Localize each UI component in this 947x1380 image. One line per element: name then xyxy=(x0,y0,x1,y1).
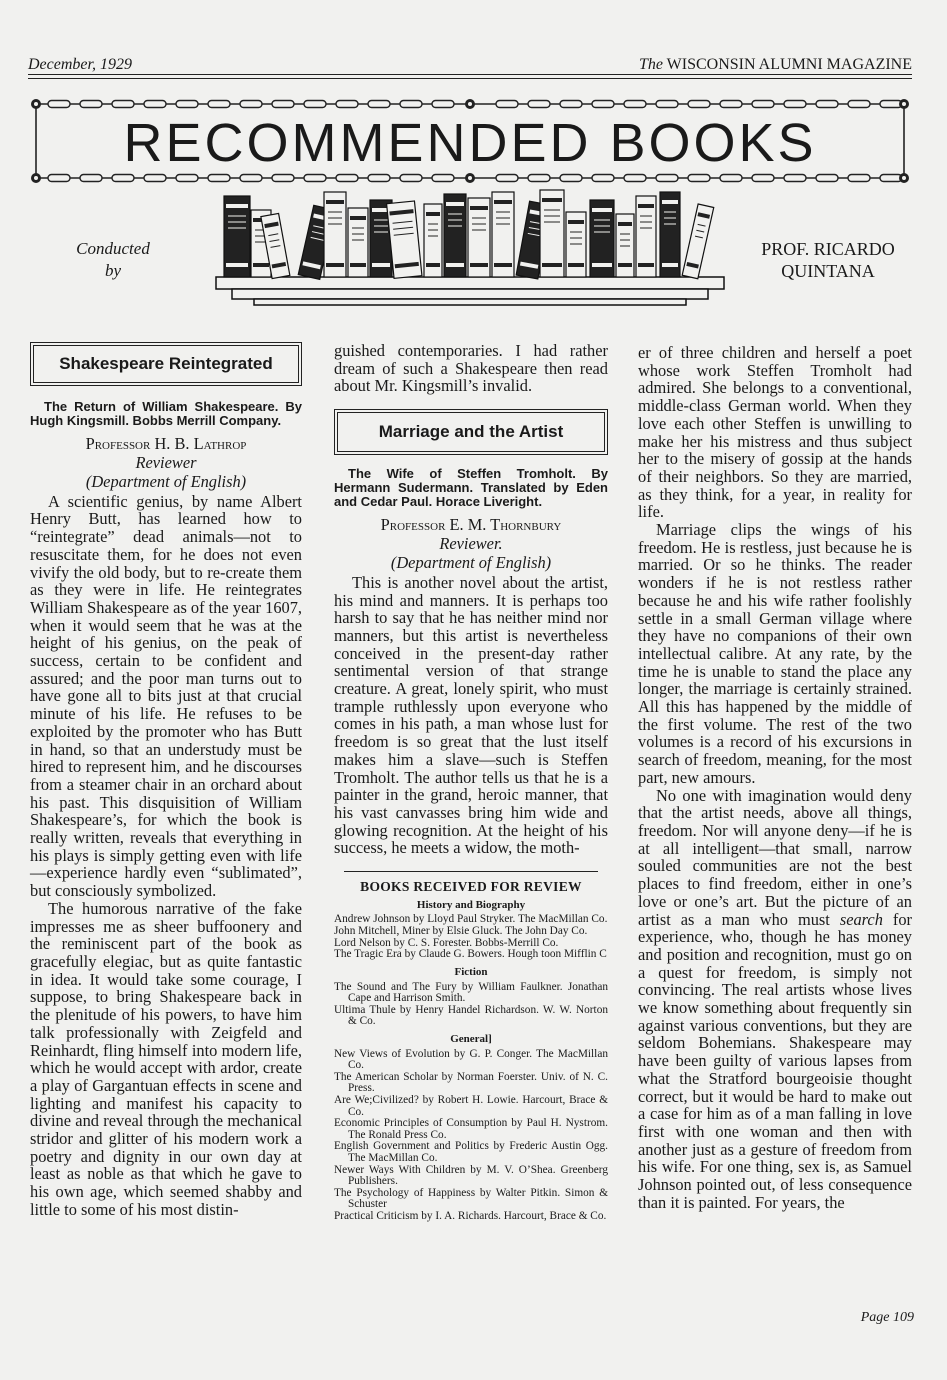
list-item: The American Scholar by Norman Foerster. Univ. of N. C. Press. xyxy=(334,1070,608,1095)
issue-date: December, 1929 xyxy=(28,56,132,73)
article-paragraph: This is another novel about the artist, his mind and manners. It is perhaps too harsh to say that he has neither mind nor manners, but this artist is nevertheless conceived in the present-day rather sentimental version of that strange creature. A great, lonely spirit, who must trample ruthlessly upon everyone who comes in his path, a man whose lust for freedom is so great that the lust itself makes him a slave—such is Steffen Tromholt. The author tells us that he is a painter in the grand, heroic manner, that his vast canvasses bring him wide and glowing recognition. At the height of his success, he meets a widow, the moth- xyxy=(334,572,608,858)
chain-link xyxy=(880,175,902,182)
chain-link xyxy=(528,175,550,182)
chain-link xyxy=(784,101,806,108)
chain-link xyxy=(272,175,294,182)
books-received-section-heading: History and Biography xyxy=(416,898,526,911)
book-spine-icon xyxy=(540,190,564,277)
chain-link xyxy=(688,101,710,108)
chain-link xyxy=(80,101,102,108)
chain-link xyxy=(528,101,550,108)
article-paragraph: guished contemporaries. I had rather dream of such a Shakespeare then read about Mr. Kingsmill’s invalid. xyxy=(334,341,608,396)
book-spine-icon xyxy=(468,198,490,277)
list-item: Andrew Johnson by Lloyd Paul Stryker. The MacMillan Co. xyxy=(334,913,608,926)
page-number: Page 109 xyxy=(860,1310,914,1325)
chain-link xyxy=(656,175,678,182)
chain-link xyxy=(496,101,518,108)
page-header xyxy=(28,52,912,74)
list-item: Newer Ways With Children by M. V. O’Shea. Greenberg Publishers. xyxy=(334,1163,608,1188)
chain-link xyxy=(144,175,166,182)
article-paragraph: A scientific genius, by name Albert Henry Butt, has learned how to “reintegrate” dead animals—not to resuscitate them, for he does not even vivify the old body, but to re-create them as they were in life. He reintegrates William Shakespeare as of the year 1607, when it would seem that he was at the height of his genius, on the peak of success, certain to be confident and assured; and the poor man turns out to have gone all to bits just at that crucial minute of his life. He refuses to be exploited by the promoter who has Butt in hand, so that an understudy must be hired to represent him, and he discourses from a steamer chair in an orchard about his past. This disquisition of William Shakespeare’s, for which the book is really written, reveals that everything in his plays is simply getting even with life—experience hardly even “sublimated”, but consciously symbolized. xyxy=(30,491,302,901)
chain-link xyxy=(816,175,838,182)
chain-link xyxy=(48,175,70,182)
list-item: Ultima Thule by Henry Handel Richardson. W. W. Norton & Co. xyxy=(334,1003,608,1028)
article-paragraph: No one with imagination would deny that the artist needs, above all things, freedom. Nor will anyone deny—if he is at all intelligent—that small, narrow souled communities are not the best places to find freedom, either in one’s love or one’s art. But the picture of an artist as a man who must search for experience, who, though he has money and position and recognition, must go on a quest for freedom, is simply not convincing. The real artists whose lives we know something about frequently sin against various conventions, but they are seldom Bohemians. Shakespeare may have been guilty of various lapses from what the Stratford bourgeoisie thought correct, but it would be hard to make out a case for him as of a man falling in love first with one woman and then with another just as a gesture of freedom from his wife. For one thing, sex is, as Samuel Johnson pointed out, of less consequence than it is painted. For years, the xyxy=(638,785,912,1212)
chain-link xyxy=(592,101,614,108)
column-2 xyxy=(334,342,608,1223)
chain-link xyxy=(656,101,678,108)
chain-link xyxy=(688,175,710,182)
list-item: English Government and Politics by Frederic Austin Ogg. The MacMillan Co. xyxy=(334,1140,608,1164)
chain-link xyxy=(368,175,390,182)
article-title-box xyxy=(334,409,608,455)
reviewer-credit: Professor E. M. Thornbury Reviewer. (Department of English) xyxy=(380,514,562,572)
book-spine-icon xyxy=(590,200,614,277)
chain-link xyxy=(624,101,646,108)
books-received-list xyxy=(334,914,608,960)
chain-link xyxy=(816,101,838,108)
list-item: Practical Criticism by I. A. Richards. Harcourt, Brace & Co. xyxy=(334,1209,607,1222)
list-item: The Sound and The Fury by William Faulkner. Jonathan Cape and Harrison Smith. xyxy=(334,980,608,1005)
book-spine-icon xyxy=(616,214,634,277)
chain-link xyxy=(496,175,518,182)
list-item: Lord Nelson by C. S. Forester. Bobbs-Merrill Co. xyxy=(334,936,559,949)
chain-link xyxy=(848,101,870,108)
magazine-title: The WISCONSIN ALUMNI MAGAZINE xyxy=(638,56,912,73)
chain-link xyxy=(880,101,902,108)
chain-link xyxy=(112,175,134,182)
article-paragraph: er of three children and herself a poet whose work Steffen Tromholt had admired. She belongs to a conventional, middle-class German world. When they love each other Steffen is unwilling to make her his mistress and thus subject her to the misery of gossip at the hands of their neighbors. So they are married, as they think, for a year, in reality for life. xyxy=(638,343,912,522)
emphasis: search xyxy=(839,909,883,929)
chain-link xyxy=(272,101,294,108)
books-received-rule xyxy=(344,871,598,872)
editor-name: PROF. RICARDO QUINTANA xyxy=(761,239,895,281)
chain-link xyxy=(784,175,806,182)
article-title: Shakespeare Reintegrated xyxy=(33,345,299,383)
section-title: RECOMMENDED BOOKS xyxy=(123,113,817,173)
header-rule-thin xyxy=(28,78,912,79)
article-paragraph: Marriage clips the wings of his freedom. He is restless, just because he is married. Or so he thinks. The reader wonders if he is not restless rather because he and his wife rather foolishly settle in a small German village where they have no companions of their own intellectual calibre. At any rate, by the time he is unable to stand the place any longer, the marriage is certainly strained. All this has happened by the middle of the first volume. The rest of the two volumes is a record of his excursions in search of freedom, meaning, for the most part, new amours. xyxy=(638,520,912,787)
chain-link xyxy=(208,101,230,108)
chain-link xyxy=(720,101,742,108)
books-received-title: BOOKS RECEIVED FOR REVIEW xyxy=(360,879,582,895)
chain-link xyxy=(336,175,358,182)
list-item: John Mitchell, Miner by Elsie Gluck. The John Day Co. xyxy=(334,925,588,938)
books-received-list xyxy=(334,1049,608,1223)
chain-link xyxy=(848,175,870,182)
book-citation: The Return of William Shakespeare. By Hugh Kingsmill. Bobbs Merrill Company. xyxy=(30,398,302,428)
list-item: The Tragic Era by Claude G. Bowers. Hough toon Mifflin C xyxy=(334,948,607,961)
chain-link xyxy=(240,175,262,182)
header-rule xyxy=(28,74,912,75)
book-spine-icon xyxy=(660,192,680,277)
chain-link xyxy=(176,175,198,182)
book-spine-icon xyxy=(324,192,346,277)
article-paragraph: The humorous narrative of the fake impresses me as sheer buffoonery and the reminiscent part of the book as gracefully elegiac, but as quite fantastic in idea. It would take some courage, I suppose, to bring Shakespeare back in the plenitude of his powers, to have him talk professionally with Zeigfeld and Reinhardt, fling himself into modern life, which he would accept with ardor, create a play of Gargantuan effects in scene and lighting and manifest his capacity to divine and reveal through the mechanical stridor and glitter of his modern work a poetry and dignity in our own day at least as noble as that which he gave to his own age, which seemed shabby and little to some of his most distin- xyxy=(30,898,302,1219)
chain-link xyxy=(752,101,774,108)
books-received-section-heading: General] xyxy=(450,1032,492,1045)
book-spine-icon xyxy=(224,196,250,277)
book-spine-icon xyxy=(444,194,466,277)
chain-link xyxy=(400,101,422,108)
article-title-box xyxy=(30,342,302,386)
chain-link xyxy=(304,175,326,182)
chain-link xyxy=(592,175,614,182)
bookshelf-illustration xyxy=(214,188,726,318)
column-1 xyxy=(30,342,302,1219)
book-spine-icon xyxy=(566,212,586,277)
chain-link xyxy=(112,101,134,108)
book-citation: The Wife of Steffen Tromholt. By Hermann Sudermann. Translated by Eden and Cedar Paul. Horace Liveright. xyxy=(334,465,608,509)
column-3 xyxy=(638,344,912,1211)
article-title: Marriage and the Artist xyxy=(337,412,605,452)
books-received-section-heading: Fiction xyxy=(454,965,488,978)
list-item: Are We;Civilized? by Robert H. Lowie. Harcourt, Brace & Co. xyxy=(334,1094,608,1118)
reviewer-credit: Professor H. B. Lathrop Reviewer (Department of English) xyxy=(85,433,247,491)
chain-link xyxy=(400,175,422,182)
chain-link xyxy=(80,175,102,182)
chain-link xyxy=(304,101,326,108)
book-spine-icon xyxy=(682,204,714,279)
chain-link xyxy=(48,101,70,108)
chain-link xyxy=(368,101,390,108)
books-received-list xyxy=(334,982,608,1028)
book-spine-icon xyxy=(492,192,514,277)
list-item: New Views of Evolution by G. P. Conger. The MacMillan Co. xyxy=(334,1047,608,1072)
chain-link xyxy=(432,175,454,182)
book-spine-icon xyxy=(424,204,442,277)
book-spine-icon xyxy=(348,208,368,277)
chain-link xyxy=(560,175,582,182)
chain-link xyxy=(240,101,262,108)
recommended-books-banner xyxy=(30,98,910,184)
chain-link xyxy=(432,101,454,108)
chain-link xyxy=(720,175,742,182)
chain-link xyxy=(560,101,582,108)
chain-link xyxy=(208,175,230,182)
chain-link xyxy=(752,175,774,182)
list-item: The Psychology of Happiness by Walter Pitkin. Simon & Schuster xyxy=(334,1186,608,1211)
conducted-by: Conducted by xyxy=(76,239,150,280)
book-spine-icon xyxy=(636,196,656,277)
chain-link xyxy=(144,101,166,108)
chain-link xyxy=(624,175,646,182)
chain-link xyxy=(336,101,358,108)
list-item: Economic Principles of Consumption by Paul H. Nystrom. The Ronald Press Co. xyxy=(334,1117,608,1141)
chain-link xyxy=(176,101,198,108)
